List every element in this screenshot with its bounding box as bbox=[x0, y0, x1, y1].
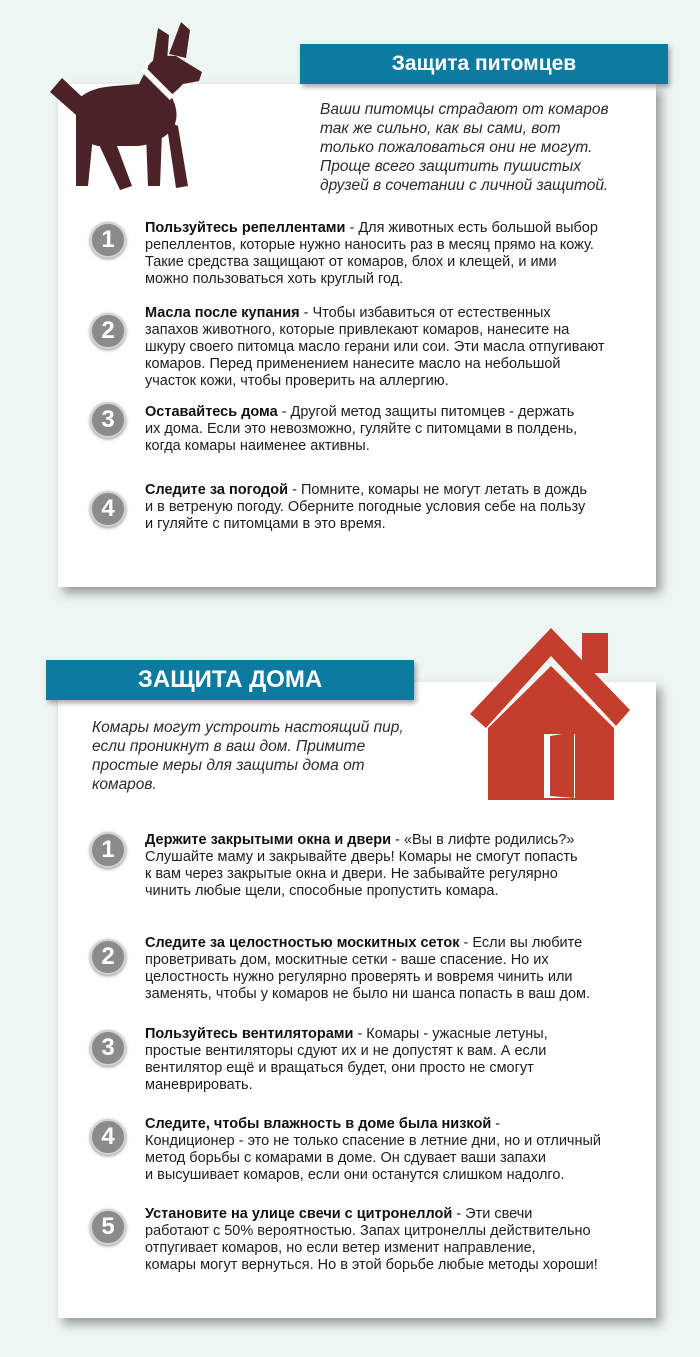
number-badge: 2 bbox=[90, 313, 126, 349]
home-title: ЗАЩИТА ДОМА bbox=[137, 666, 323, 693]
pets-item-1-text: Пользуйтесь репеллентами - Для животных есть большой выбор репеллентов, которые нужно наносить раз в месяц прямо на кожу. Такие средства защищают от комаров, блох и клещей, и ими можно пользоваться хоть круглый год. bbox=[145, 220, 598, 287]
dog-icon bbox=[36, 14, 208, 194]
house-icon bbox=[470, 628, 670, 802]
number-badge: 4 bbox=[90, 491, 126, 527]
pets-item-4-text: Следите за погодой - Помните, комары не могут летать в дождь и в ветреную погоду. Оберните погодные условия себе на пользу и гуляйте с питомцами в это время. bbox=[145, 482, 587, 532]
pets-title: Защита питомцев bbox=[391, 52, 577, 75]
home-item-5-text: Установите на улице свечи с цитронеллой - Эти свечи работают с 50% вероятностью. Запах цитронеллы действительно отпугивает комаров, но если ветер изменит направление, комары могут вернуться. Но в этой борьбе любые методы хороши! bbox=[145, 1206, 598, 1273]
home-item-2-text: Следите за целостностью москитных сеток - Если вы любите проветривать дом, москитные сетки - ваше спасение. Но их целостность нужно регулярно проверять и вовремя чинить или заменять, чтобы у комаров не было ни шанса попасть в ваш дом. bbox=[145, 935, 591, 1002]
home-item-3-text: Пользуйтесь вентиляторами - Комары - ужасные летуны, простые вентиляторы сдуют их и не допустят к вам. А если вентилятор ещё и вращаться будет, они просто не смогут маневрировать. bbox=[145, 1026, 548, 1093]
home-item-1-text: Держите закрытыми окна и двери - «Вы в лифте родились?» Слушайте маму и закрывайте дверь! Комары не смогут попасть к вам через закрытые окна и двери. Не забывайте регулярно чинить любые щели, способные пропустить комара. bbox=[145, 832, 578, 899]
number-badge: 3 bbox=[90, 1030, 126, 1066]
number-badge: 2 bbox=[90, 939, 126, 975]
number-badge: 5 bbox=[90, 1209, 126, 1245]
number-badge: 1 bbox=[90, 832, 126, 868]
home-item-4-text: Следите, чтобы влажность в доме была низкой - Кондиционер - это не только спасение в летние дни, но и отличный метод борьбы с комарами в доме. Он сдувает ваши запахи и высушивает комаров, если они останутся слишком надолго. bbox=[145, 1116, 602, 1183]
home-title-banner bbox=[46, 660, 414, 700]
pets-intro: Ваши питомцы страдают от комаров так же сильно, как вы сами, вот только пожаловаться они не могут. Проще всего защитить пушистых друзей в сочетании с личной защитой. bbox=[320, 101, 609, 194]
pets-item-3-text: Оставайтесь дома - Другой метод защиты питомцев - держать их дома. Если это невозможно, гуляйте с питомцами в полдень, когда комары наименее активны. bbox=[145, 404, 578, 454]
number-badge: 4 bbox=[90, 1119, 126, 1155]
number-badge: 3 bbox=[90, 402, 126, 438]
pets-item-2-text: Масла после купания - Чтобы избавиться от естественных запахов животного, которые привлекают комаров, нанесите на шкуру своего питомца масло герани или сои. Эти масла отпугивают комаров. Перед применением нанесите масло на небольшой участок кожи, чтобы проверить на аллергию. bbox=[145, 305, 605, 389]
home-intro: Комары могут устроить настоящий пир, если проникнут в ваш дом. Примите простые меры для защиты дома от комаров. bbox=[92, 719, 404, 793]
number-badge: 1 bbox=[90, 222, 126, 258]
pets-title-banner bbox=[300, 44, 668, 84]
